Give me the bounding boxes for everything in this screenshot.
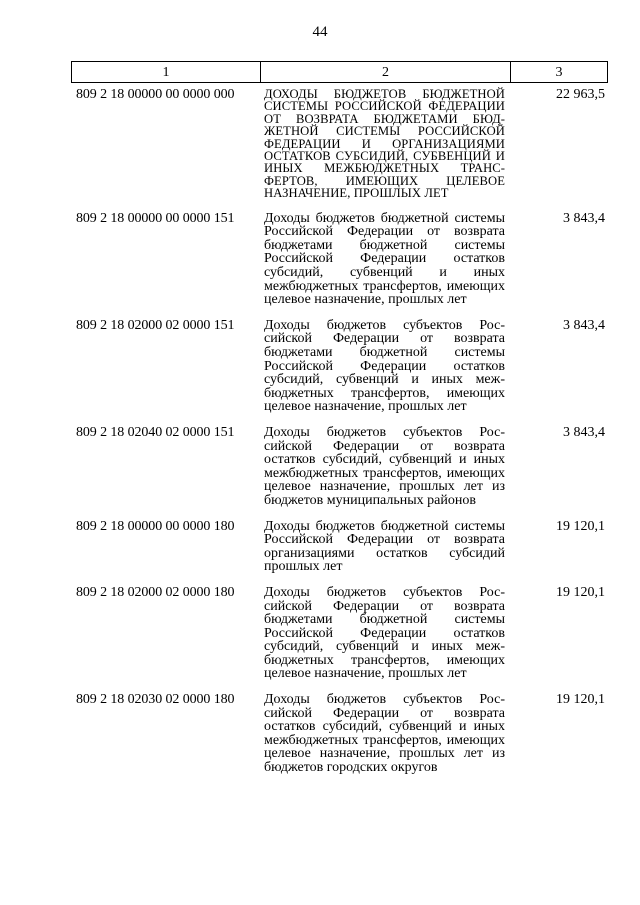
table-row xyxy=(71,693,608,775)
table-row xyxy=(71,586,608,681)
column-header-2: 2 xyxy=(261,62,511,82)
table-row xyxy=(71,319,608,414)
row-amount: 19 120,1 xyxy=(556,518,605,534)
table-row xyxy=(71,426,608,508)
budget-code: 809 2 18 00000 00 0000 000 xyxy=(76,87,235,102)
budget-code: 809 2 18 02040 02 0000 151 xyxy=(76,424,235,440)
row-description: Доходы бюджетов субъектов Российской Федерации от возврата бюджетами бюджетной системы Российской Федерации остатков субсидий, субвенций и иных межбюджетных трансфертов, имеющих целевое назначение, прошлых лет xyxy=(264,584,505,682)
row-description: ДОХОДЫ БЮДЖЕТОВ БЮДЖЕТНОЙ СИСТЕМЫ РОССИЙСКОЙ ФЕДЕРАЦИИ ОТ ВОЗВРАТА БЮДЖЕТАМИ БЮДЖЕТНОЙ СИСТЕМЫ РОССИЙСКОЙ ФЕДЕРАЦИИ И ОРГАНИЗАЦИЯМИ ОСТАТКОВ СУБСИДИЙ, СУБВЕНЦИЙ И ИНЫХ МЕЖБЮДЖЕТНЫХ ТРАНСФЕРТОВ, ИМЕЮЩИХ ЦЕЛЕВОЕ НАЗНАЧЕНИЕ, ПРОШЛЫХ ЛЕТ xyxy=(264,87,505,201)
table-row xyxy=(71,520,608,574)
row-description: Доходы бюджетов бюджетной системы Российской Федерации от возврата бюджетами бюджетной системы Российской Федерации остатков субсидий, субвенций и иных межбюджетных трансфертов, имеющих целевое назначение, прошлых лет xyxy=(264,210,505,308)
budget-table xyxy=(71,61,608,775)
row-amount: 22 963,5 xyxy=(556,87,605,102)
row-amount: 3 843,4 xyxy=(563,317,605,333)
row-amount: 19 120,1 xyxy=(556,692,605,708)
row-amount: 19 120,1 xyxy=(556,584,605,600)
table-row xyxy=(71,88,608,200)
table-header-row xyxy=(71,61,608,83)
row-description: Доходы бюджетов бюджетной системы Российской Федерации от возврата организациями остатков субсидий прошлых лет xyxy=(264,518,505,575)
page-number: 44 xyxy=(312,24,328,40)
column-header-1: 1 xyxy=(71,62,261,82)
budget-code: 809 2 18 02000 02 0000 180 xyxy=(76,584,235,600)
budget-code: 809 2 18 02000 02 0000 151 xyxy=(76,317,235,333)
budget-code: 809 2 18 00000 00 0000 180 xyxy=(76,518,235,534)
row-description: Доходы бюджетов субъектов Российской Федерации от возврата остатков субсидий, субвенций и иных межбюджетных трансфертов, имеющих целевое назначение, прошлых лет из бюджетов муниципальных районов xyxy=(264,424,505,508)
row-description: Доходы бюджетов субъектов Российской Федерации от возврата бюджетами бюджетной системы Российской Федерации остатков субсидий, субвенций и иных межбюджетных трансфертов, имеющих целевое назначение, прошлых лет xyxy=(264,317,505,415)
budget-code: 809 2 18 02030 02 0000 180 xyxy=(76,692,235,708)
row-amount: 3 843,4 xyxy=(563,210,605,226)
row-description: Доходы бюджетов субъектов Российской Федерации от возврата остатков субсидий, субвенций и иных межбюджетных трансфертов, имеющих целевое назначение, прошлых лет из бюджетов городских округов xyxy=(264,692,505,776)
column-header-3: 3 xyxy=(511,62,608,82)
table-row xyxy=(71,212,608,307)
row-amount: 3 843,4 xyxy=(563,424,605,440)
budget-code: 809 2 18 00000 00 0000 151 xyxy=(76,210,235,226)
